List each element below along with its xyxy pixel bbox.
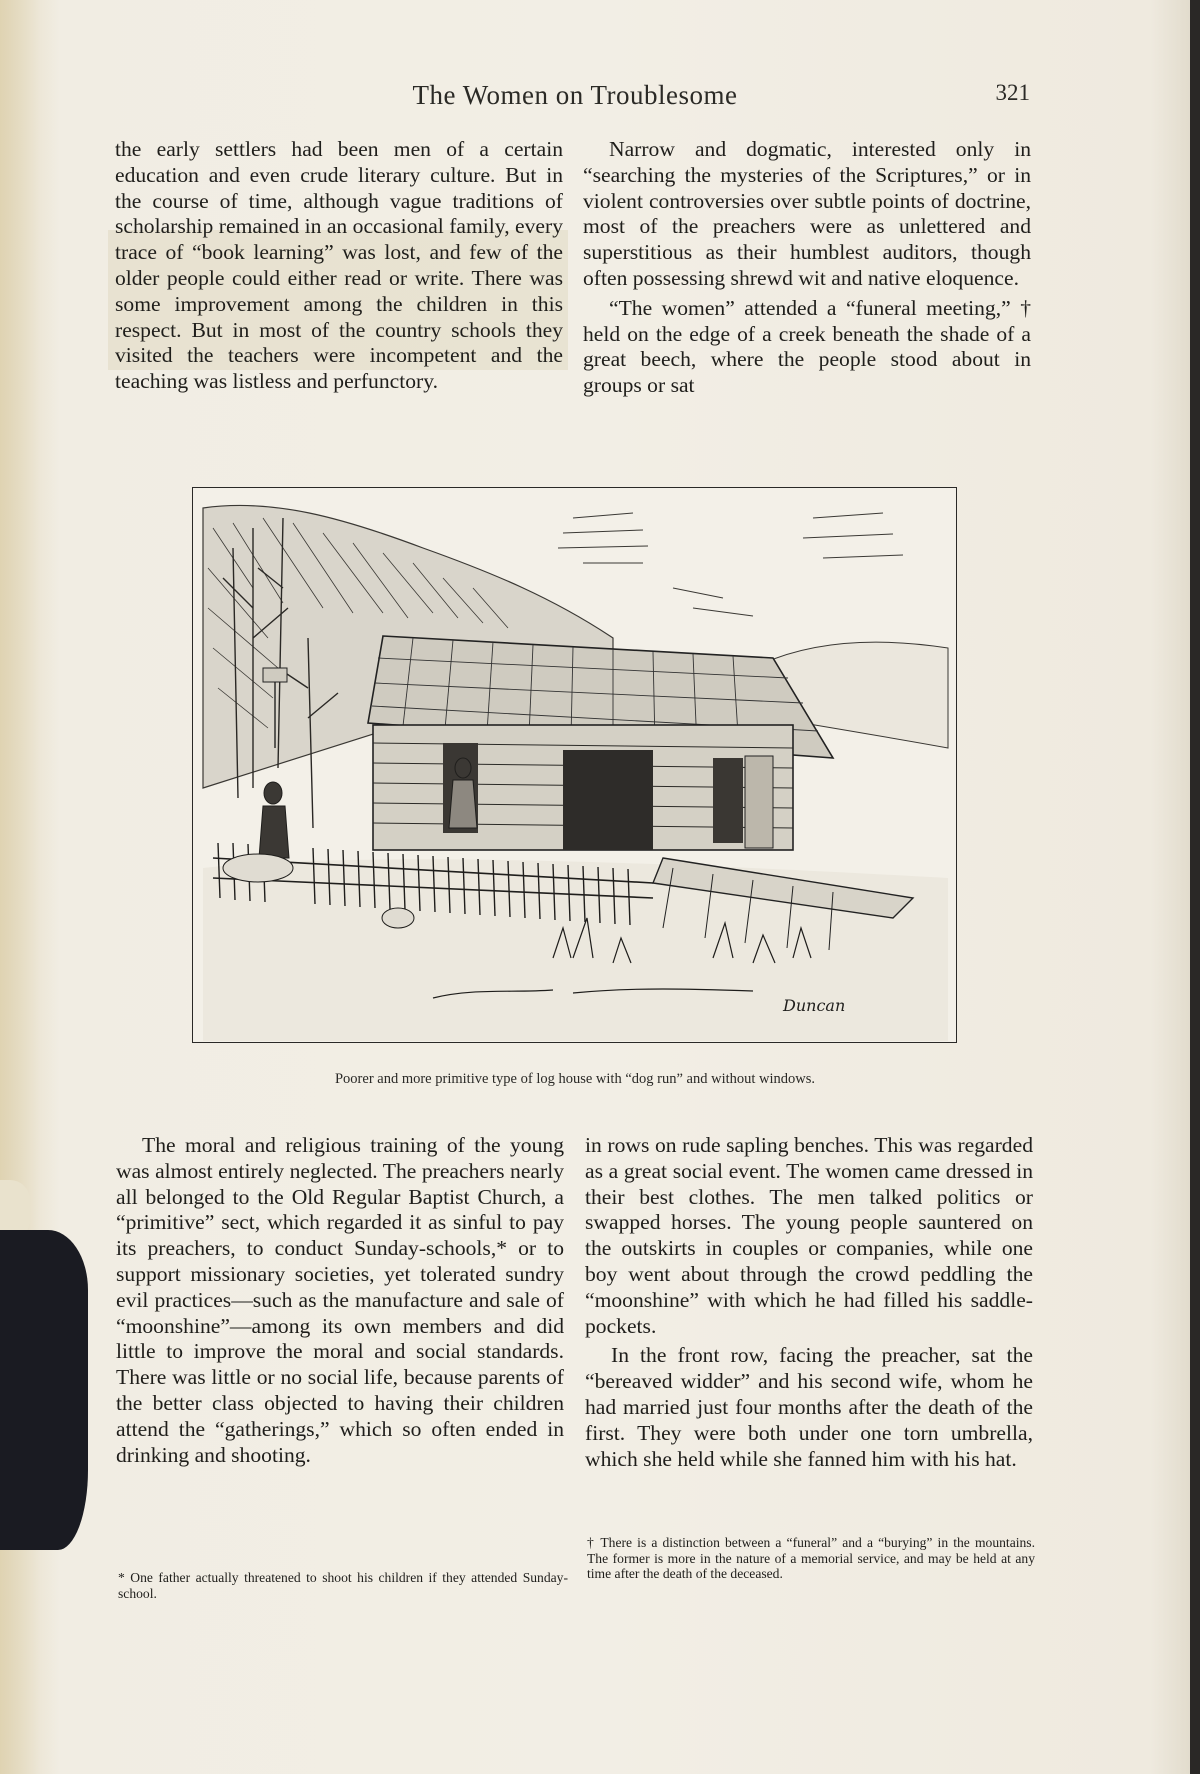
running-title: The Women on Troublesome [412,80,738,110]
illustration-drawing [193,488,955,1041]
footnote-funeral: † There is a distinction between a “funeral” and a “burying” in the mountains. The former is more in the nature of a memorial service, and may be held at any time after the death of the deceased. [587,1535,1035,1581]
log-house-illustration [192,487,957,1043]
figure-caption: Poorer and more primitive type of log house with “dog run” and without windows. [334,1071,816,1087]
binding-edge [1190,0,1200,1774]
paragraph: In the front row, facing the preacher, sat the “bereaved widder” and his second wife, whom he had married just four months after the death of the first. They were both under one torn umbrella, which she held while she fanned him with his hat. [585,1343,1033,1471]
paragraph: Narrow and dogmatic, interested only in “searching the mysteries of the Scriptures,” or in violent controversies over subtle points of doctrine, most of the preachers were as unlettered and superstitious as their humblest auditors, though often possessing shrewd wit and native eloquence. [583,137,1031,290]
column-top-left [115,137,563,395]
column-bottom-left [116,1133,564,1468]
artist-signature: Duncan [783,996,846,1015]
column-bottom-right [585,1133,1033,1472]
paragraph: in rows on rude sapling benches. This was regarded as a great social event. The women came dressed in their best clothes. The men talked politics or swapped horses. The young people sauntered on the outskirts in couples or companies, while one boy went about through the crowd peddling the “moonshine” with which he had filled his saddle-pockets. [585,1133,1033,1338]
column-top-right [583,137,1031,399]
paragraph: “The women” attended a “funeral meeting,” † held on the edge of a creek beneath the shade of a great beech, where the people stood about in groups or sat [583,295,1031,398]
footnote-sunday-school: * One father actually threatened to shoot his children if they attended Sunday-school. [118,1570,568,1601]
paragraph: the early settlers had been men of a certain education and even crude literary culture. But in the course of time, although vague traditions of scholarship remained in an occasional family, every trace of “book learning” was lost, and few of the older people could either read or write. There was some improvement among the children in this respect. But in most of the country schools they visited the teachers were incompetent and the teaching was listless and perfunctory. [115,137,563,394]
ink-stain [0,1230,88,1550]
paragraph: The moral and religious training of the young was almost entirely neglected. The preachers nearly all belonged to the Old Regular Baptist Church, a “primitive” sect, which regarded it as sinful to pay its preachers, to conduct Sunday-schools,* or to support missionary societies, yet tolerated sundry evil practices—such as the manufacture and sale of “moonshine”—among its own members and did little to improve the moral and social standards. There was little or no social life, because parents of the better class objected to having their children attend the “gatherings,” which so often ended in drinking and shooting. [116,1133,564,1467]
page-number: 321 [995,80,1030,105]
